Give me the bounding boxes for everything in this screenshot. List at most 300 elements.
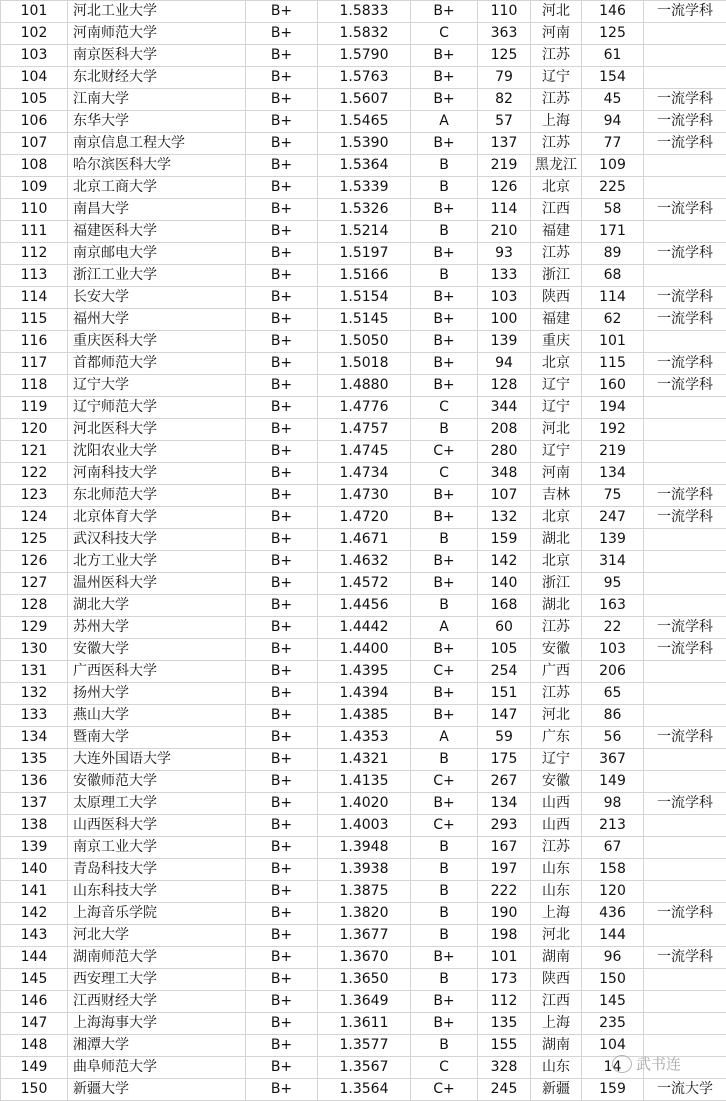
university-name-cell: 山东科技大学 [68,881,246,903]
rank-3-cell: 77 [582,133,644,155]
grade-cell: B+ [246,133,318,155]
rank-cell: 105 [1,89,68,111]
tag-cell: 一流学科 [644,243,726,265]
rank-3-cell: 94 [582,111,644,133]
rank-2-cell: 167 [478,837,531,859]
university-name-cell: 河南师范大学 [68,23,246,45]
grade-cell: B+ [246,639,318,661]
university-name-cell: 福州大学 [68,309,246,331]
university-name-cell: 东北财经大学 [68,67,246,89]
rank-3-cell: 61 [582,45,644,67]
rank-2-cell: 147 [478,705,531,727]
grade-2-cell: B+ [411,1,478,23]
university-name-cell: 湖北大学 [68,595,246,617]
rank-3-cell: 14 [582,1057,644,1079]
tag-cell [644,815,726,837]
table-row [1,23,726,45]
rank-cell: 137 [1,793,68,815]
grade-cell: B+ [246,419,318,441]
rank-2-cell: 128 [478,375,531,397]
university-name-cell: 辽宁师范大学 [68,397,246,419]
university-name-cell: 浙江工业大学 [68,265,246,287]
tag-cell [644,595,726,617]
score-cell: 1.4135 [318,771,411,793]
score-cell: 1.4757 [318,419,411,441]
table-row [1,243,726,265]
university-name-cell: 河北工业大学 [68,1,246,23]
grade-2-cell: B [411,925,478,947]
rank-cell: 127 [1,573,68,595]
tag-cell: 一流学科 [644,1,726,23]
rank-cell: 117 [1,353,68,375]
tag-cell [644,1013,726,1035]
grade-2-cell: C+ [411,441,478,463]
tag-cell: 一流学科 [644,199,726,221]
rank-2-cell: 132 [478,507,531,529]
rank-2-cell: 135 [478,1013,531,1035]
university-name-cell: 南京工业大学 [68,837,246,859]
grade-2-cell: C [411,1057,478,1079]
province-cell: 吉林 [531,485,582,507]
rank-3-cell: 65 [582,683,644,705]
rank-cell: 150 [1,1079,68,1101]
grade-2-cell: B [411,529,478,551]
score-cell: 1.5166 [318,265,411,287]
tag-cell [644,67,726,89]
score-cell: 1.4730 [318,485,411,507]
grade-cell: B+ [246,551,318,573]
rank-2-cell: 103 [478,287,531,309]
grade-2-cell: C+ [411,1079,478,1101]
university-name-cell: 安徽师范大学 [68,771,246,793]
table-row [1,749,726,771]
grade-cell: B+ [246,595,318,617]
university-name-cell: 首都师范大学 [68,353,246,375]
university-name-cell: 苏州大学 [68,617,246,639]
rank-3-cell: 109 [582,155,644,177]
score-cell: 1.4734 [318,463,411,485]
university-name-cell: 暨南大学 [68,727,246,749]
rank-2-cell: 267 [478,771,531,793]
grade-2-cell: A [411,727,478,749]
table-row [1,265,726,287]
score-cell: 1.3564 [318,1079,411,1101]
rank-2-cell: 210 [478,221,531,243]
score-cell: 1.4632 [318,551,411,573]
university-name-cell: 南京医科大学 [68,45,246,67]
table-row [1,705,726,727]
tag-cell [644,155,726,177]
rank-cell: 103 [1,45,68,67]
tag-cell: 一流学科 [644,353,726,375]
rank-3-cell: 101 [582,331,644,353]
wechat-icon [612,1055,632,1073]
province-cell: 北京 [531,551,582,573]
grade-2-cell: B+ [411,375,478,397]
grade-cell: B+ [246,661,318,683]
province-cell: 江西 [531,991,582,1013]
rank-3-cell: 149 [582,771,644,793]
grade-2-cell: B+ [411,331,478,353]
province-cell: 湖南 [531,947,582,969]
grade-cell: B+ [246,309,318,331]
rank-2-cell: 142 [478,551,531,573]
rank-3-cell: 213 [582,815,644,837]
rank-cell: 131 [1,661,68,683]
table-row [1,903,726,925]
province-cell: 陕西 [531,287,582,309]
score-cell: 1.5790 [318,45,411,67]
grade-cell: B+ [246,67,318,89]
tag-cell [644,23,726,45]
grade-cell: B+ [246,243,318,265]
grade-cell: B+ [246,617,318,639]
grade-2-cell: C [411,397,478,419]
grade-cell: B+ [246,177,318,199]
grade-cell: B+ [246,529,318,551]
rank-2-cell: 137 [478,133,531,155]
rank-cell: 116 [1,331,68,353]
grade-cell: B+ [246,155,318,177]
tag-cell [644,419,726,441]
rank-cell: 145 [1,969,68,991]
province-cell: 辽宁 [531,375,582,397]
university-name-cell: 青岛科技大学 [68,859,246,881]
province-cell: 湖北 [531,595,582,617]
table-row [1,485,726,507]
rank-2-cell: 139 [478,331,531,353]
rank-3-cell: 58 [582,199,644,221]
rank-cell: 122 [1,463,68,485]
rank-2-cell: 114 [478,199,531,221]
rank-2-cell: 245 [478,1079,531,1101]
rank-cell: 104 [1,67,68,89]
rank-2-cell: 134 [478,793,531,815]
grade-2-cell: B [411,837,478,859]
rank-2-cell: 173 [478,969,531,991]
tag-cell [644,573,726,595]
grade-cell: B+ [246,705,318,727]
grade-cell: B+ [246,353,318,375]
province-cell: 河北 [531,925,582,947]
rank-cell: 114 [1,287,68,309]
grade-2-cell: B+ [411,353,478,375]
table-row [1,859,726,881]
table-row [1,45,726,67]
table-row [1,177,726,199]
rank-3-cell: 163 [582,595,644,617]
score-cell: 1.4442 [318,617,411,639]
rank-2-cell: 254 [478,661,531,683]
table-row [1,595,726,617]
table-row [1,133,726,155]
rank-2-cell: 59 [478,727,531,749]
province-cell: 江苏 [531,89,582,111]
rank-3-cell: 86 [582,705,644,727]
rank-2-cell: 107 [478,485,531,507]
table-row [1,397,726,419]
rank-3-cell: 146 [582,1,644,23]
university-name-cell: 太原理工大学 [68,793,246,815]
score-cell: 1.5607 [318,89,411,111]
table-row [1,573,726,595]
tag-cell: 一流大学 [644,1079,726,1101]
province-cell: 辽宁 [531,441,582,463]
rank-3-cell: 160 [582,375,644,397]
table-row [1,529,726,551]
rank-2-cell: 126 [478,177,531,199]
score-cell: 1.3577 [318,1035,411,1057]
grade-2-cell: B+ [411,947,478,969]
university-name-cell: 江西财经大学 [68,991,246,1013]
university-name-cell: 扬州大学 [68,683,246,705]
tag-cell [644,881,726,903]
grade-cell: B+ [246,1079,318,1101]
province-cell: 湖北 [531,529,582,551]
tag-cell: 一流学科 [644,89,726,111]
grade-cell: B+ [246,287,318,309]
grade-2-cell: B [411,749,478,771]
university-name-cell: 大连外国语大学 [68,749,246,771]
province-cell: 浙江 [531,265,582,287]
score-cell: 1.5763 [318,67,411,89]
grade-2-cell: B [411,155,478,177]
university-name-cell: 沈阳农业大学 [68,441,246,463]
grade-cell: B+ [246,1057,318,1079]
rank-cell: 148 [1,1035,68,1057]
rank-3-cell: 192 [582,419,644,441]
rank-cell: 133 [1,705,68,727]
score-cell: 1.3875 [318,881,411,903]
score-cell: 1.5197 [318,243,411,265]
tag-cell [644,683,726,705]
rank-3-cell: 56 [582,727,644,749]
university-name-cell: 上海海事大学 [68,1013,246,1035]
score-cell: 1.5214 [318,221,411,243]
rank-2-cell: 140 [478,573,531,595]
grade-2-cell: B+ [411,133,478,155]
university-name-cell: 温州医科大学 [68,573,246,595]
grade-cell: B+ [246,397,318,419]
province-cell: 北京 [531,507,582,529]
grade-2-cell: C+ [411,661,478,683]
province-cell: 北京 [531,353,582,375]
rank-cell: 120 [1,419,68,441]
province-cell: 北京 [531,177,582,199]
table-row [1,1,726,23]
score-cell: 1.3567 [318,1057,411,1079]
grade-2-cell: B+ [411,485,478,507]
tag-cell [644,705,726,727]
table-row [1,947,726,969]
score-cell: 1.5145 [318,309,411,331]
table-row [1,89,726,111]
score-cell: 1.4572 [318,573,411,595]
grade-cell: B+ [246,23,318,45]
rank-3-cell: 171 [582,221,644,243]
rank-cell: 134 [1,727,68,749]
rank-3-cell: 95 [582,573,644,595]
rank-cell: 129 [1,617,68,639]
rank-2-cell: 79 [478,67,531,89]
rank-3-cell: 103 [582,639,644,661]
province-cell: 山西 [531,793,582,815]
rank-2-cell: 100 [478,309,531,331]
table-row [1,683,726,705]
rank-2-cell: 93 [478,243,531,265]
university-name-cell: 安徽大学 [68,639,246,661]
rank-3-cell: 22 [582,617,644,639]
rank-2-cell: 57 [478,111,531,133]
tag-cell: 一流学科 [644,727,726,749]
grade-cell: B+ [246,1035,318,1057]
tag-cell: 一流学科 [644,485,726,507]
university-name-cell: 上海音乐学院 [68,903,246,925]
grade-2-cell: B [411,177,478,199]
province-cell: 山东 [531,1057,582,1079]
province-cell: 江苏 [531,837,582,859]
province-cell: 江西 [531,199,582,221]
rank-3-cell: 247 [582,507,644,529]
grade-2-cell: B+ [411,573,478,595]
province-cell: 河南 [531,23,582,45]
rank-3-cell: 114 [582,287,644,309]
province-cell: 湖南 [531,1035,582,1057]
rank-2-cell: 280 [478,441,531,463]
province-cell: 山东 [531,881,582,903]
table-row [1,353,726,375]
rank-3-cell: 98 [582,793,644,815]
table-row [1,375,726,397]
rank-3-cell: 154 [582,67,644,89]
rank-2-cell: 82 [478,89,531,111]
table-row [1,67,726,89]
rank-2-cell: 112 [478,991,531,1013]
rank-2-cell: 168 [478,595,531,617]
grade-2-cell: B+ [411,243,478,265]
rank-3-cell: 314 [582,551,644,573]
grade-cell: B+ [246,771,318,793]
grade-cell: B+ [246,221,318,243]
tag-cell: 一流学科 [644,793,726,815]
rank-cell: 126 [1,551,68,573]
rank-cell: 141 [1,881,68,903]
rank-2-cell: 208 [478,419,531,441]
tag-cell [644,45,726,67]
tag-cell [644,331,726,353]
grade-2-cell: B+ [411,991,478,1013]
rank-2-cell: 219 [478,155,531,177]
university-name-cell: 北京体育大学 [68,507,246,529]
province-cell: 上海 [531,111,582,133]
tag-cell [644,991,726,1013]
rank-cell: 115 [1,309,68,331]
grade-cell: B+ [246,1,318,23]
tag-cell: 一流学科 [644,111,726,133]
grade-cell: B+ [246,441,318,463]
rank-3-cell: 144 [582,925,644,947]
tag-cell: 一流学科 [644,617,726,639]
score-cell: 1.4321 [318,749,411,771]
province-cell: 辽宁 [531,67,582,89]
grade-cell: B+ [246,331,318,353]
grade-cell: B+ [246,837,318,859]
score-cell: 1.5050 [318,331,411,353]
table-row [1,837,726,859]
tag-cell [644,177,726,199]
rank-cell: 119 [1,397,68,419]
table-row [1,815,726,837]
university-name-cell: 哈尔滨医科大学 [68,155,246,177]
university-name-cell: 重庆医科大学 [68,331,246,353]
province-cell: 上海 [531,903,582,925]
university-name-cell: 河北大学 [68,925,246,947]
score-cell: 1.5832 [318,23,411,45]
rank-3-cell: 159 [582,1079,644,1101]
score-cell: 1.4394 [318,683,411,705]
score-cell: 1.3611 [318,1013,411,1035]
table-row [1,639,726,661]
table-row [1,881,726,903]
grade-cell: B+ [246,111,318,133]
score-cell: 1.4671 [318,529,411,551]
rank-3-cell: 436 [582,903,644,925]
grade-2-cell: B+ [411,793,478,815]
grade-cell: B+ [246,375,318,397]
grade-2-cell: B+ [411,199,478,221]
rank-3-cell: 75 [582,485,644,507]
university-name-cell: 南京信息工程大学 [68,133,246,155]
grade-2-cell: C+ [411,771,478,793]
rank-2-cell: 293 [478,815,531,837]
rank-cell: 147 [1,1013,68,1035]
rank-3-cell: 219 [582,441,644,463]
grade-2-cell: B [411,859,478,881]
grade-2-cell: B+ [411,287,478,309]
rank-2-cell: 344 [478,397,531,419]
score-cell: 1.5833 [318,1,411,23]
province-cell: 新疆 [531,1079,582,1101]
rank-cell: 110 [1,199,68,221]
rank-cell: 139 [1,837,68,859]
university-name-cell: 江南大学 [68,89,246,111]
table-row [1,925,726,947]
grade-2-cell: B+ [411,507,478,529]
rank-cell: 146 [1,991,68,1013]
rank-cell: 121 [1,441,68,463]
grade-2-cell: B [411,903,478,925]
score-cell: 1.3670 [318,947,411,969]
rank-cell: 111 [1,221,68,243]
rank-3-cell: 139 [582,529,644,551]
grade-cell: B+ [246,903,318,925]
rank-2-cell: 159 [478,529,531,551]
score-cell: 1.5018 [318,353,411,375]
grade-2-cell: B+ [411,309,478,331]
university-name-cell: 西安理工大学 [68,969,246,991]
grade-cell: B+ [246,199,318,221]
score-cell: 1.4395 [318,661,411,683]
university-name-cell: 曲阜师范大学 [68,1057,246,1079]
rank-3-cell: 62 [582,309,644,331]
score-cell: 1.4720 [318,507,411,529]
university-name-cell: 新疆大学 [68,1079,246,1101]
tag-cell: 一流学科 [644,287,726,309]
province-cell: 河北 [531,419,582,441]
rank-3-cell: 120 [582,881,644,903]
tag-cell: 一流学科 [644,133,726,155]
rank-3-cell: 134 [582,463,644,485]
